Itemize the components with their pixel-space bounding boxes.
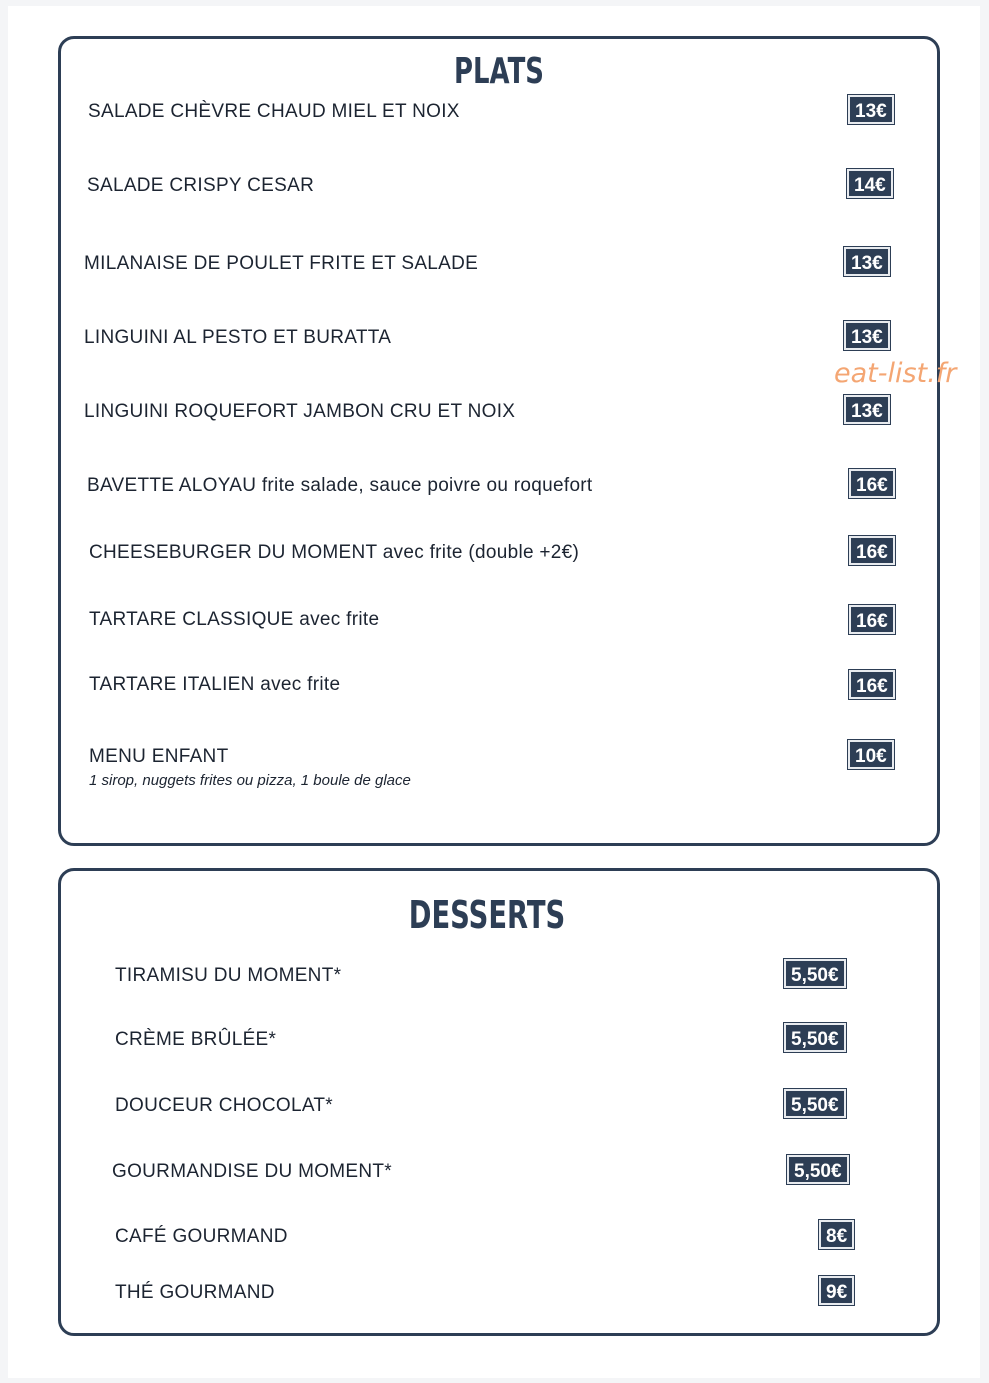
plats-section [58,36,940,846]
menu-item-name: GOURMANDISE DU MOMENT* [112,1161,392,1182]
menu-item-price: 13€ [844,321,890,350]
menu-item-price: 16€ [849,605,895,634]
menu-item-price: 5,50€ [787,1155,849,1184]
menu-item-price: 13€ [848,95,894,124]
menu-item-price: 5,50€ [784,959,846,988]
menu-item-name: MENU ENFANT [89,746,229,767]
menu-item-name: LINGUINI AL PESTO ET BURATTA [84,327,392,348]
watermark-logo: eat-list.fr [834,358,957,389]
menu-item-price: 5,50€ [784,1023,846,1052]
menu-item-name: TARTARE CLASSIQUE avec frite [89,609,380,630]
menu-item-name: SALADE CHÈVRE CHAUD MIEL ET NOIX [88,101,460,122]
plats-title: PLATS [454,51,544,92]
menu-item-price: 14€ [847,169,893,198]
menu-item-name: TIRAMISU DU MOMENT* [115,965,342,986]
menu-item-name: CHEESEBURGER DU MOMENT avec frite (double +2€) [89,542,580,563]
menu-item-name: CAFÉ GOURMAND [115,1226,288,1247]
desserts-title: DESSERTS [408,893,566,937]
menu-item-price: 13€ [844,247,890,276]
menu-item-name: SALADE CRISPY CESAR [87,175,315,196]
menu-item-price: 13€ [844,395,890,424]
desserts-section [58,868,940,1336]
menu-item-price: 16€ [849,670,895,699]
menu-item-description: 1 sirop, nuggets frites ou pizza, 1 boule de glace [89,772,411,789]
menu-item-price: 10€ [848,740,894,769]
menu-item-name: DOUCEUR CHOCOLAT* [115,1095,333,1116]
menu-item-name: LINGUINI ROQUEFORT JAMBON CRU ET NOIX [84,401,516,422]
menu-item-price: 9€ [819,1276,854,1305]
menu-item-price: 16€ [849,536,895,565]
menu-item-name: CRÈME BRÛLÉE* [115,1029,277,1050]
menu-item-price: 8€ [819,1220,854,1249]
menu-item-name: BAVETTE ALOYAU frite salade, sauce poivre ou roquefort [87,475,593,496]
menu-page [8,6,980,1378]
menu-item-name: MILANAISE DE POULET FRITE ET SALADE [84,253,479,274]
menu-item-name: TARTARE ITALIEN avec frite [89,674,341,695]
menu-item-name: THÉ GOURMAND [115,1282,275,1303]
menu-item-price: 5,50€ [784,1089,846,1118]
menu-item-price: 16€ [849,469,895,498]
